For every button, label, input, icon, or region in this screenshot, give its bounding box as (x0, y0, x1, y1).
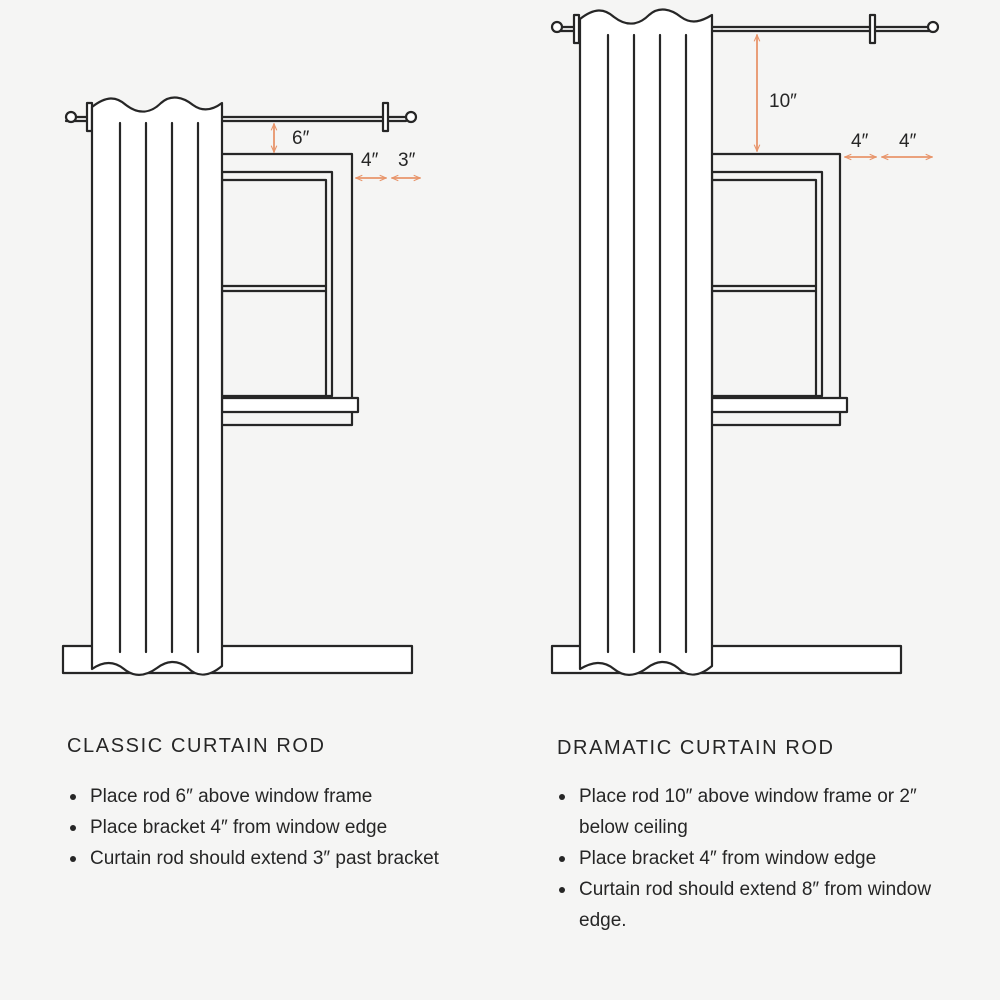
classic-bullet: Place bracket 4″ from window edge (68, 812, 448, 843)
dramatic-bullet: Place bracket 4″ from window edge (557, 843, 947, 874)
dramatic-bracket-right (870, 15, 875, 43)
classic-heading: CLASSIC CURTAIN ROD (67, 735, 326, 757)
classic-curtain-panel (92, 97, 222, 674)
dramatic-window-sash-inner (712, 180, 816, 396)
classic-bracket-right (383, 103, 388, 131)
classic-bullet-list (68, 781, 448, 874)
classic-bullet: Curtain rod should extend 3″ past bracket (68, 843, 448, 874)
classic-diagram (63, 97, 420, 674)
classic-dim-extend: 3″ (398, 150, 416, 171)
dramatic-dim-extend: 4″ (899, 131, 917, 152)
dramatic-dim-bracket: 4″ (851, 131, 869, 152)
classic-window-sash-inner (222, 180, 326, 396)
dramatic-bullet: Place rod 10″ above window frame or 2″ below ceiling (557, 781, 947, 843)
classic-window-sash (222, 172, 332, 396)
dramatic-finial-left (552, 22, 562, 32)
dramatic-window-sill (712, 398, 847, 412)
classic-bullet: Place rod 6″ above window frame (68, 781, 448, 812)
dramatic-diagram (552, 9, 938, 674)
classic-dim-above: 6″ (292, 128, 310, 149)
classic-finial-left (66, 112, 76, 122)
dramatic-window-sash (712, 172, 822, 396)
classic-window-sill (222, 398, 358, 412)
dramatic-window-casing (712, 154, 840, 425)
dramatic-finial-right (928, 22, 938, 32)
classic-finial-right (406, 112, 416, 122)
dramatic-heading: DRAMATIC CURTAIN ROD (557, 737, 835, 759)
dramatic-bracket-left (574, 15, 579, 43)
dramatic-bullet: Curtain rod should extend 8″ from window edge. (557, 874, 947, 936)
dramatic-bullet-list (557, 781, 947, 936)
dramatic-curtain-panel (580, 9, 712, 674)
classic-dim-bracket: 4″ (361, 150, 379, 171)
dramatic-dim-above: 10″ (769, 91, 797, 112)
